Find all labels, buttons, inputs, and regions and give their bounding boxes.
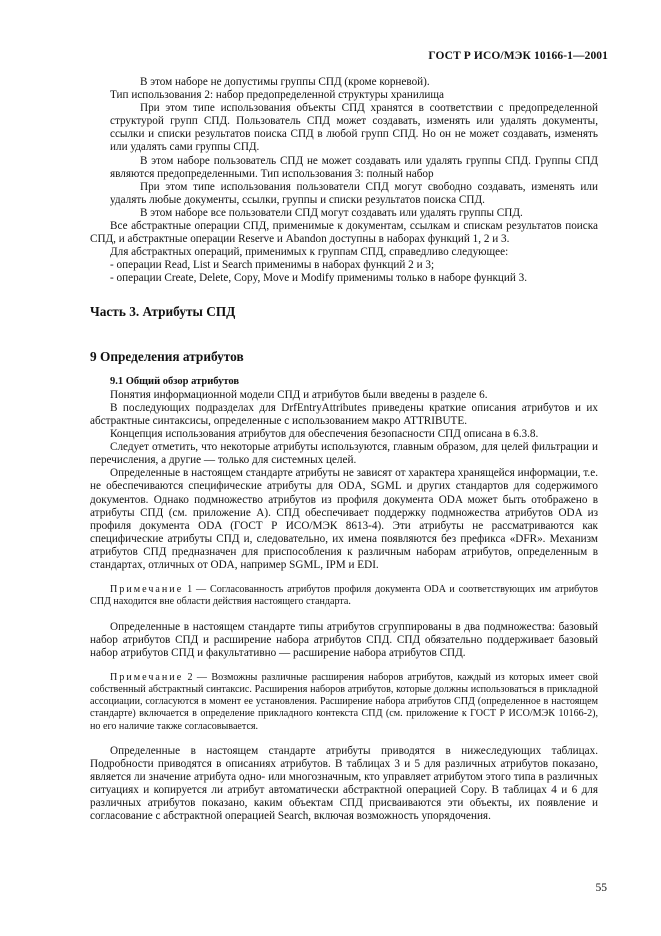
paragraph: При этом типе использования пользователи СПД могут свободно создавать, изменять или удалять любые документы, ссылки, группы и списки результатов поиска СПД. [110,180,598,206]
subsection-title: 9.1 Общий обзор атрибутов [110,375,240,387]
page-number: 55 [595,882,607,894]
paragraph: Следует отметить, что некоторые атрибуты используются, главным образом, для целей фильтрации и перечисления, а другие — только для системных целей. [90,441,598,467]
paragraph: В последующих подразделах для DrfEntryAttributes приведены краткие описания атрибутов и их абстрактные синтаксисы, определенные с использованием макро ATTRIBUTE. [90,401,598,427]
note-label: Примечание [110,671,184,683]
paragraph: В этом наборе все пользователи СПД могут создавать или удалять группы СПД. [140,206,523,219]
part-title: Часть 3. Атрибуты СПД [90,303,236,319]
note-text: 2 — Возможны различные расширения наборов атрибутов, каждый из которых имеет свой собственный абстрактный синтаксис. Расширения наборов атрибутов, которые должны использоваться в прикладной ассоциации, согласуются в момент ее установления. Расширение набора атрибутов СПД (определенное в настоящем стандарте) включается в определение прикладного контекста СПД (см. приложение к ГОСТ Р ИСО/МЭК 10166-2), но его наличие также согласовывается. [90,671,598,732]
paragraph: Все абстрактные операции СПД, применимые к документам, ссылкам и спискам результатов поиска СПД, и абстрактные операции Reserve и Abandon доступны в наборах функций 1, 2 и 3. [90,220,598,246]
note-label: Примечание [110,584,184,596]
section-title: 9 Определения атрибутов [90,348,244,364]
list-item: - операции Read, List и Search применимы в наборах функций 2 и 3; [110,259,435,272]
paragraph: Понятия информационной модели СПД и атрибутов были введены в разделе 6. [110,388,488,401]
paragraph: Тип использования 2: набор предопределенной структуры хранилища [110,89,444,102]
page-content [90,76,598,823]
paragraph: Определенные в настоящем стандарте атрибуты приводятся в нижеследующих таблицах. Подробности приводятся в описаниях атрибутов. В таблицах 3 и 5 для различных атрибутов показано, является ли значение атрибута одно- или многозначным, кто управляет атрибутом этого типа в различных ситуациях и копируется ли атрибут автоматически абстрактной операцией Copy. В таблицах 4 и 6 для различных атрибутов показано, каким объектам СПД присваиваются эти объекты, их появление и согласование с абстрактной операцией Search, включая возможность упорядочения. [90,744,598,823]
paragraph: В этом наборе пользователь СПД не может создавать или удалять группы СПД. Группы СПД являются предопределенными. Тип использования 3: полный набор [110,154,598,180]
paragraph: В этом наборе не допустимы группы СПД (кроме корневой). [140,76,430,88]
note-text: 1 — Согласованность атрибутов профиля документа ODA и соответствующих им атрибутов СПД находится вне области действия настоящего стандарта. [90,584,598,608]
list-item: - операции Create, Delete, Copy, Move и Modify применимы только в наборе функций 3. [110,272,528,285]
paragraph: Определенные в настоящем стандарте типы атрибутов сгруппированы в два подмножества: базовый набор атрибутов СПД и расширение набора атрибутов СПД. СПД обязательно поддерживает базовый набор атрибутов СПД и факультативно — расширение набора атрибутов СПД. [90,620,598,659]
paragraph: Определенные в настоящем стандарте атрибуты не зависят от характера хранящейся информации, т.е. не обеспечиваются специфические атрибуты для ODA, SGML и других стандартов для содержимого документов. Однако подмножество атрибутов из профиля документа ODA может быть отображено в атрибуты СПД (см. приложение А). СПД обеспечивает поддержку подмножества атрибутов ODA из профиля документа ODA (ГОСТ Р ИСО/МЭК 8613-4). Эти атрибуты не рассматриваются как специфические атрибуты СПД и, следовательно, их имена появляются без префикса «DFR». Механизм атрибутов СПД предназначен для приспособления к различным наборам атрибутов, определенным в стандартах, отличных от ODA, например SGML, IPM и EDI. [90,467,598,571]
paragraph: При этом типе использования объекты СПД хранятся в соответствии с предопределенной структурой групп СПД. Пользователь СПД может создавать, изменять или удалять документы, ссылки и списки результатов поиска СПД в любой групп СПД. Но он не может создавать, изменять или удалять сами группы СПД. [110,102,598,154]
note-2 [90,672,598,733]
note-1 [90,584,598,608]
page-header: ГОСТ Р ИСО/МЭК 10166-1—2001 [428,50,608,62]
paragraph: Для абстрактных операций, применимых к группам СПД, справедливо следующее: [110,246,509,259]
paragraph: Концепция использования атрибутов для обеспечения безопасности СПД описана в 6.3.8. [110,428,539,441]
